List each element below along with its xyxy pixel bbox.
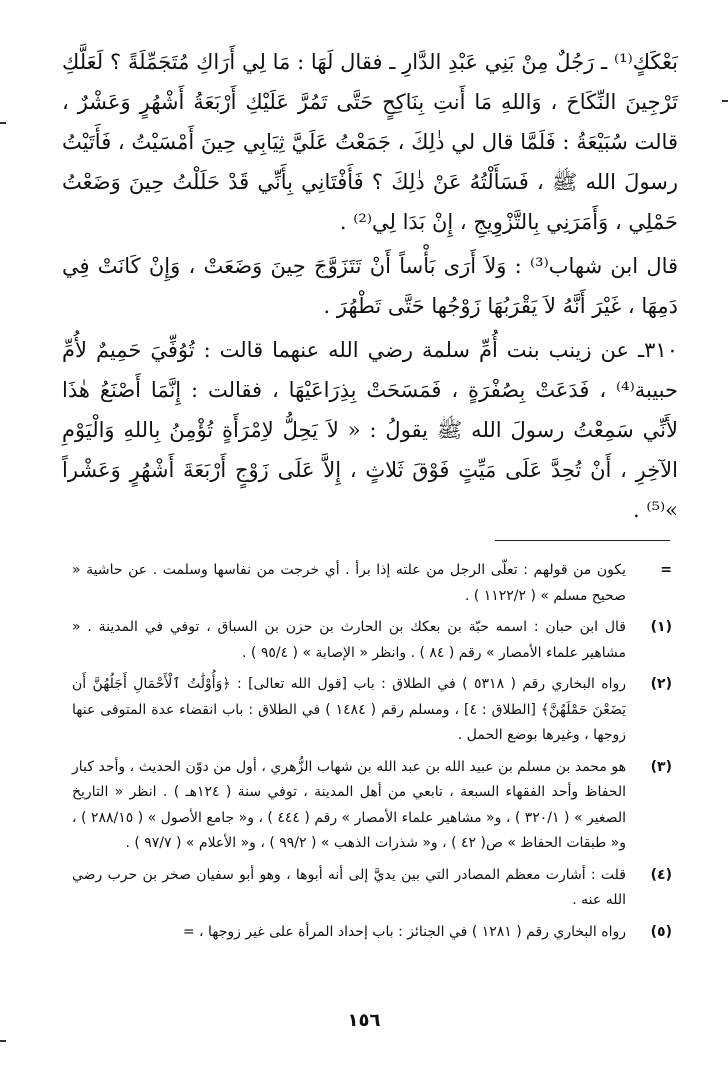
footnotes [72,558,672,951]
footnote-marker: (٢) [650,676,672,692]
footnote-marker: (٤) [650,866,672,883]
footnote-marker: = [660,562,672,578]
footnote-marker: (٣) [650,758,672,775]
footnote-5 [72,920,672,946]
footnote-4 [72,863,672,914]
scan-edge-mark [722,100,728,102]
footnote-text: رواه البخاري رقم ( ١٢٨١ ) في الجنائز : باب إحداد المرأة على غير زوجها ، = [182,923,626,940]
footnote-3 [72,755,672,857]
main-text [62,42,678,534]
footnote-marker: (١) [650,619,672,635]
paragraph-hadith-310: ٣١٠ـ عن زينب بنت أُمِّ سلمة رضي الله عنهما قالت : تُوُفِّيَ حَمِيمٌ لأُمِّ حبيبة⁽⁴⁾ ، فَدَعَتْ بِصُفْرَةٍ ، فَمَسَحَتْ بِذِرَاعَيْهَا ، فقالت : إِنَّمَا أَصْنَعُ هٰذَا لأَنِّي سَمِعْتُ رسولَ الله ﷺ يقولُ : « لاَ يَحِلُّ لاِمْرَأَةٍ تُؤْمِنُ بِاللهِ وَالْيَوْمِ الآخِرِ ، أَنْ تُحِدَّ عَلَى مَيِّتٍ فَوْقَ ثَلاثٍ ، إِلاَّ عَلَى زَوْجٍ أَرْبَعَةَ أَشْهُرٍ وَعَشْراً »⁽⁵⁾ . [62,338,678,522]
footnote-2 [72,672,672,749]
footnote-continuation [72,558,672,609]
paragraph-ibn-shihab: قال ابن شهاب⁽³⁾ : وَلاَ أَرَى بَأْساً أَنْ تَتَزَوَّجَ حِينَ وَضَعَتْ ، وَإِنْ كَانَتْ فِي دَمِهَا ، غَيْرَ أَنَّهُ لاَ يَقْرَبُهَا زَوْجُها حَتَّى تَطْهُرَ . [62,254,679,318]
footnote-text: قال ابن حبان : اسمه حبّة بن بعكك بن الحارث بن حزن بن السباق ، توفي في المدينة . « مشاهير علماء الأمصار » رقم ( ٨٤ ) . وانظر « الإصابة » ( ٩٥/٤ ) . [72,619,626,661]
scan-edge-mark [0,1040,6,1042]
scan-edge-mark [0,122,6,124]
footnote-1 [72,615,672,666]
paragraph-subaya-story: بَعْكَكٍ⁽¹⁾ ـ رَجُلٌ مِنْ بَنِي عَبْدِ الدَّارِ ـ فقال لَهَا : مَا لِي أَرَاكِ مُتَجَمِّلَةً ؟ لَعَلَّكِ تَرْجِينَ النِّكَاحَ ، وَاللهِ مَا أَنتِ بِنَاكِحٍ حَتَّى تَمُرَّ عَلَيْكِ أَرْبَعَةُ أَشْهُرٍ وَعَشْرٌ ، قالت سُبَيْعَةُ : فَلَمَّا قال لي ذٰلِكَ ، جَمَعْتُ عَلَيَّ ثِيَابِي حِينَ أَمْسَيْتُ ، فَأَتَيْتُ رسولَ الله ﷺ ، فَسَأَلْتُهُ عَنْ ذٰلِكَ ؟ فَأَفْتَانِي بِأَنِّي قَدْ حَلَلْتُ حِينَ وَضَعْتُ حَمْلِي ، وَأَمَرَنِي بِالتَّزْوِيجِ ، إِنْ بَدَا لِي⁽²⁾ . [62,50,678,234]
footnote-text: يكون من قولهم : تعلّى الرجل من علته إذا برأ . أي خرجت من نفاسها وسلمت . عن حاشية « صحيح مسلم » ( ١١٢٢/٢ ) . [72,562,626,604]
footnote-marker: (٥) [650,923,672,940]
footnote-separator [495,540,670,541]
page-number: ١٥٦ [347,1010,381,1031]
footnote-text: قلت : أشارت معظم المصادر التي بين يديَّ إلى أنه أبوها ، وهو أبو سفيان صخر بن حرب رضي الله عنه . [72,866,626,908]
footnote-text: رواه البخاري رقم ( ٥٣١٨ ) في الطلاق : باب [قول الله تعالى] : ﴿وَأُوْلَٰتُ ٱلْأَحْمَالِ أَجَلُهُنَّ أَن يَضَعْنَ حَمْلَهُنَّ﴾ [الطلاق : ٤] ، ومسلم رقم ( ١٤٨٤ ) في الطلاق : باب انقضاء عدة المتوفى عنها زوجها ، وغيرها بوضع الحمل . [72,676,626,743]
footnote-text: هو محمد بن مسلم بن عبيد الله بن عبد الله بن شهاب الزُّهري ، أول من دوّن الحديث ، وأحد كبار الحفاظ وأحد الفقهاء السبعة ، تابعي من أهل المدينة ، توفي سنة ( ١٢٤هـ ) . انظر « التاريخ الصغير » ( ٣٢٠/١ ) ، و« مشاهير علماء الأمصار » رقم ( ٤٤٤ ) ، و« جامع الأصول » ( ٢٨٨/١٥ ) ، و« طبقات الحفاظ » ص( ٤٢ ) ، و« شذرات الذهب » ( ٩٩/٢ ) ، و« الأعلام » ( ٩٧/٧ ) . [72,758,626,851]
